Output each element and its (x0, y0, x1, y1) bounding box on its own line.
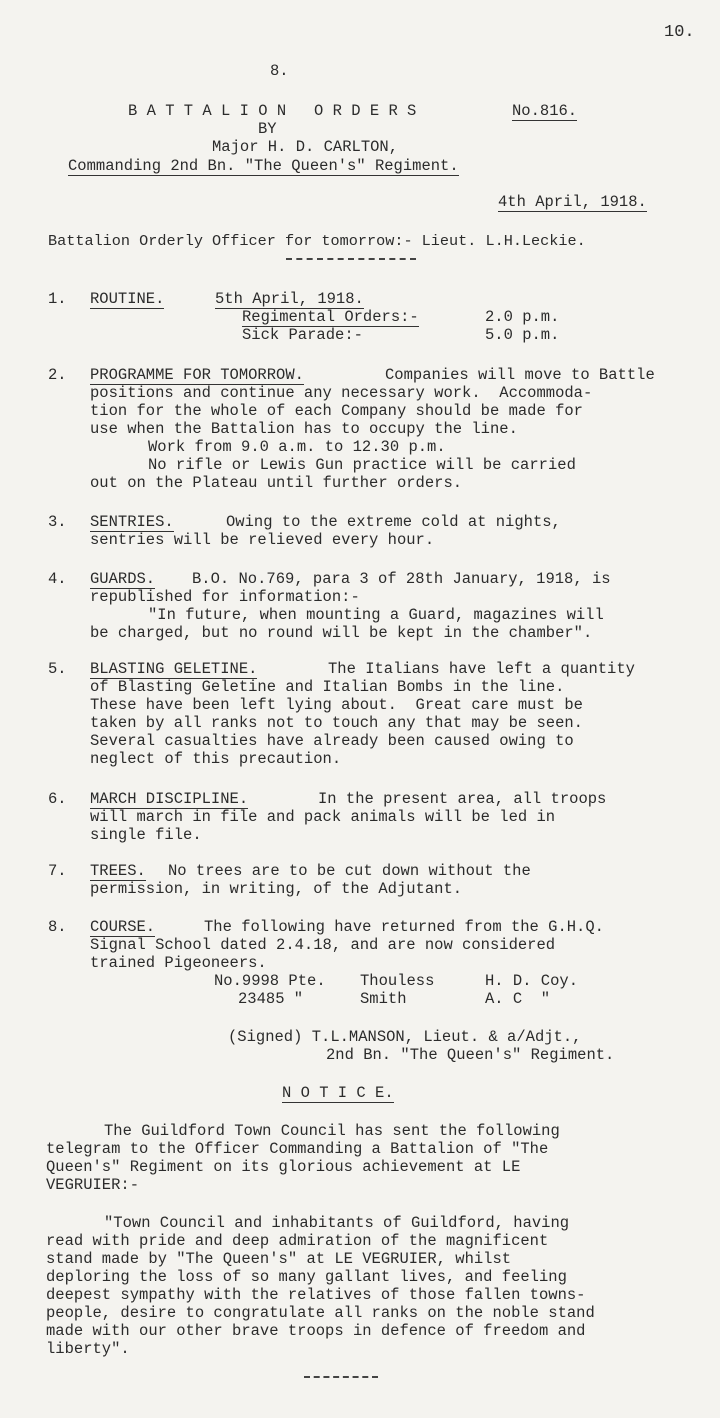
item-text: Several casualties have already been caused owing to (90, 732, 574, 750)
telegram-text: liberty". (46, 1340, 130, 1358)
notice-text: Queen's" Regiment on its glorious achievement at LE (46, 1158, 521, 1176)
signature-unit: 2nd Bn. "The Queen's" Regiment. (326, 1046, 615, 1064)
item-number: 8. (48, 918, 67, 936)
item-number: 7. (48, 862, 67, 880)
notice-title: N O T I C E. (282, 1084, 394, 1102)
routine-time: 2.0 p.m. (485, 308, 560, 326)
telegram-text: deploring the loss of so many gallant lives, and feeling (46, 1268, 567, 1286)
item-text: republished for information:- (90, 588, 360, 606)
telegram-text: people, desire to congratulate all ranks on the noble stand (46, 1304, 595, 1322)
telegram-text: "Town Council and inhabitants of Guildford, having (104, 1214, 570, 1232)
telegram-text: read with pride and deep admiration of the magnificent (46, 1232, 549, 1250)
item-text: No trees are to be cut down without the (168, 862, 531, 880)
notice-text: The Guildford Town Council has sent the following (104, 1122, 560, 1140)
roster-name: Smith (360, 990, 407, 1008)
routine-label: Regimental Orders:- (242, 308, 419, 326)
item-text: will march in file and pack animals will be led in (90, 808, 556, 826)
item-text: permission, in writing, of the Adjutant. (90, 880, 463, 898)
item-text: Companies will move to Battle (385, 366, 655, 384)
divider (304, 1376, 378, 1378)
by-line: BY (258, 120, 277, 138)
issuing-officer: Major H. D. CARLTON, (212, 138, 399, 156)
item-number: 6. (48, 790, 67, 808)
item-text: The following have returned from the G.H.Q. (204, 918, 604, 936)
item-number: 1. (48, 290, 67, 308)
item-text: taken by all ranks not to touch any that may be seen. (90, 714, 583, 732)
item-number: 4. (48, 570, 67, 588)
item-text: trained Pigeoneers. (90, 954, 267, 972)
item-text: sentries will be relieved every hour. (90, 531, 435, 549)
item-text: "In future, when mounting a Guard, magazines will (148, 606, 604, 624)
divider (286, 258, 416, 260)
item-text: B.O. No.769, para 3 of 28th January, 1918, is (192, 570, 611, 588)
roster-name: Thouless (360, 972, 435, 990)
item-heading-march-discipline: MARCH DISCIPLINE. (90, 790, 249, 808)
notice-text: VEGRUIER:- (46, 1176, 140, 1194)
notice-text: telegram to the Officer Commanding a Battalion of "The (46, 1140, 549, 1158)
item-text: In the present area, all troops (318, 790, 607, 808)
item-text: out on the Plateau until further orders. (90, 474, 463, 492)
item-heading-programme: PROGRAMME FOR TOMORROW. (90, 366, 304, 384)
roster-service-number: 23485 " (238, 990, 304, 1008)
item-text: Owing to the extreme cold at nights, (226, 513, 561, 531)
item-text: single file. (90, 826, 202, 844)
roster-service-number: No.9998 Pte. (214, 972, 326, 990)
item-text: of Blasting Geletine and Italian Bombs in the line. (90, 678, 565, 696)
orderly-officer-line: Battalion Orderly Officer for tomorrow:- Lieut. L.H.Leckie. (48, 232, 586, 250)
item-text: neglect of this precaution. (90, 750, 342, 768)
item-text: Work from 9.0 a.m. to 12.30 p.m. (148, 438, 446, 456)
order-date: 4th April, 1918. (498, 193, 647, 211)
item-text: tion for the whole of each Company should be made for (90, 402, 583, 420)
telegram-text: deepest sympathy with the relatives of those fallen towns- (46, 1286, 586, 1304)
routine-label: Sick Parade:- (242, 326, 363, 344)
item-text: positions and continue any necessary work. Accommoda- (90, 384, 593, 402)
roster-company: A. C " (485, 990, 551, 1008)
item-heading-trees: TREES. (90, 862, 146, 880)
item-text: The Italians have left a quantity (328, 660, 635, 678)
item-text: No rifle or Lewis Gun practice will be carried (148, 456, 576, 474)
roster-company: H. D. Coy. (485, 972, 579, 990)
document-title: B A T T A L I O N O R D E R S (128, 102, 417, 120)
item-heading-routine: ROUTINE. (90, 290, 165, 308)
item-number: 3. (48, 513, 67, 531)
order-sequence-number: 8. (270, 62, 289, 80)
item-number: 2. (48, 366, 67, 384)
command-line: Commanding 2nd Bn. "The Queen's" Regiment. (68, 157, 459, 175)
item-text: be charged, but no round will be kept in the chamber". (90, 624, 593, 642)
item-heading-course: COURSE. (90, 918, 156, 936)
telegram-text: stand made by "The Queen's" at LE VEGRUIER, whilst (46, 1250, 512, 1268)
item-heading-blasting-geletine: BLASTING GELETINE. (90, 660, 258, 678)
item-number: 5. (48, 660, 67, 678)
routine-date: 5th April, 1918. (215, 290, 364, 308)
routine-time: 5.0 p.m. (485, 326, 560, 344)
item-text: Signal School dated 2.4.18, and are now considered (90, 936, 556, 954)
item-text: use when the Battalion has to occupy the line. (90, 420, 518, 438)
signature-line: (Signed) T.L.MANSON, Lieut. & a/Adjt., (228, 1028, 582, 1046)
telegram-text: made with our other brave troops in defence of freedom and (46, 1322, 586, 1340)
page-number: 10. (664, 23, 695, 42)
order-number: No.816. (512, 102, 578, 120)
item-heading-guards: GUARDS. (90, 570, 156, 588)
item-heading-sentries: SENTRIES. (90, 513, 174, 531)
item-text: These have been left lying about. Great care must be (90, 696, 583, 714)
